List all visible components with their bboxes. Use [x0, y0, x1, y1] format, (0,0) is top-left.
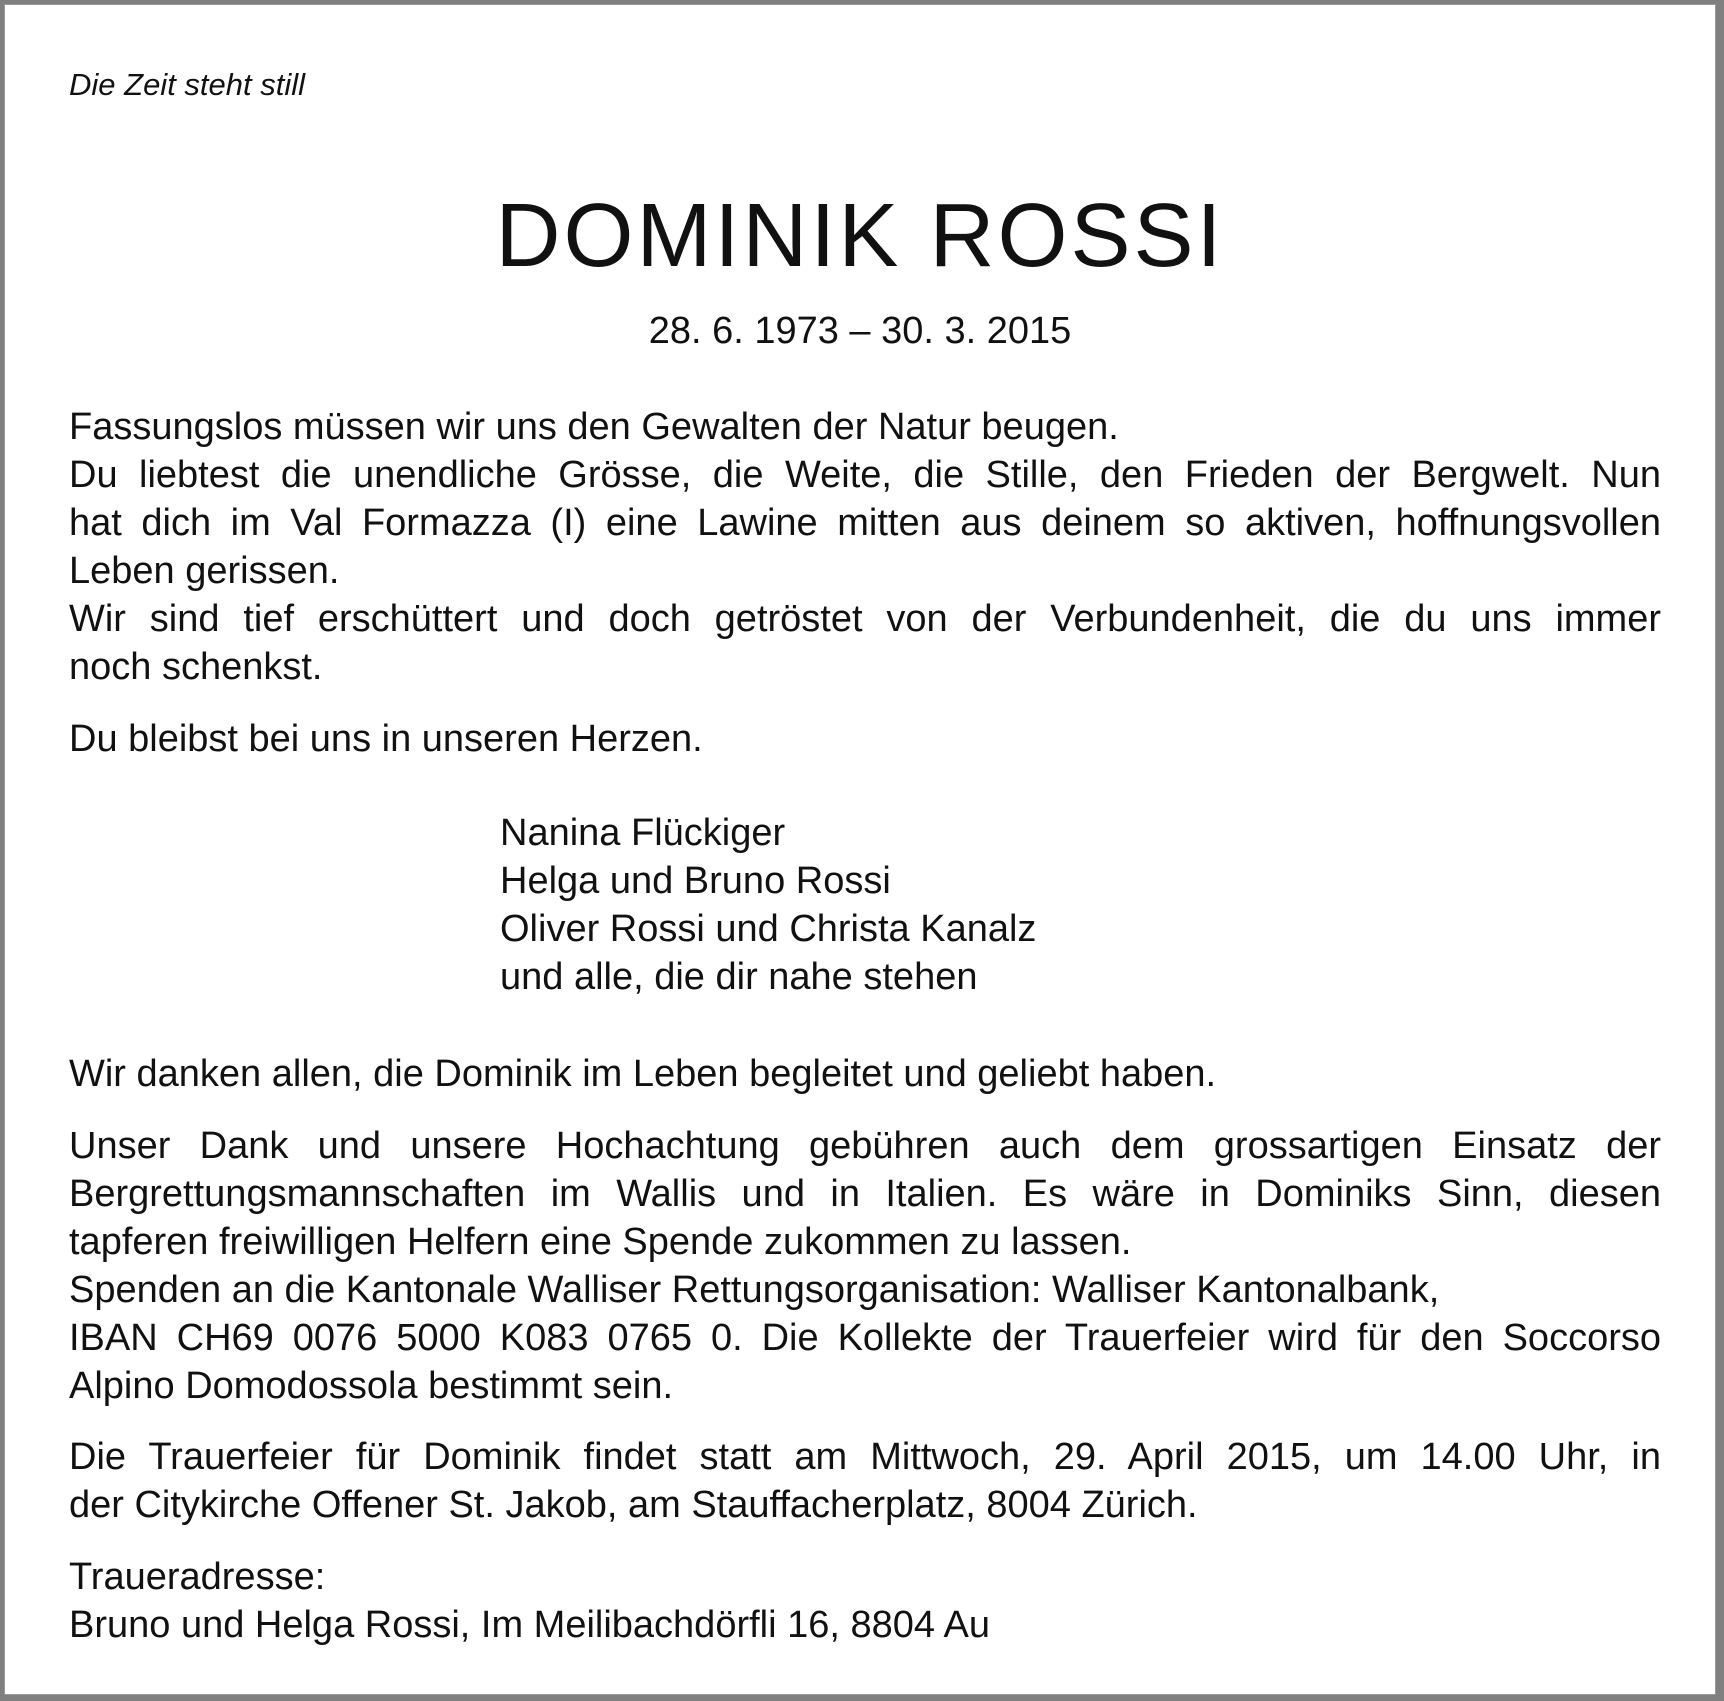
donation-line: IBAN CH69 0076 5000 K083 0765 0. Die Kollekte der Trauerfeier wird für den Soccorso	[69, 1317, 1661, 1359]
donation-paragraph	[69, 1122, 1661, 1410]
intro-paragraph	[69, 403, 1661, 691]
intro-line: Du liebtest die unendliche Grösse, die Weite, die Stille, den Frieden der Bergwelt. Nun	[69, 454, 1661, 496]
donation-line: Alpino Domodossola bestimmt sein.	[69, 1365, 674, 1407]
address: Bruno und Helga Rossi, Im Meilibachdörfli 16, 8804 Au	[69, 1604, 990, 1646]
donation-line: Spenden an die Kantonale Walliser Rettungsorganisation: Walliser Kantonalbank,	[69, 1269, 1440, 1311]
mourner: Nanina Flückiger	[500, 812, 786, 854]
service-line: der Citykirche Offener St. Jakob, am Stauffacherplatz, 8004 Zürich.	[69, 1484, 1198, 1526]
intro-line: Leben gerissen.	[69, 550, 340, 592]
intro-line: Wir sind tief erschüttert und doch getröstet von der Verbundenheit, die du uns immer	[69, 598, 1661, 640]
address-label: Traueradresse:	[69, 1556, 326, 1598]
donation-line: tapferen freiwilligen Helfern eine Spende zukommen zu lassen.	[69, 1221, 1132, 1263]
service-line: Die Trauerfeier für Dominik findet statt am Mittwoch, 29. April 2015, um 14.00 Uhr, in	[69, 1436, 1661, 1478]
mourners-list	[500, 809, 1036, 1001]
thanks-line: Wir danken allen, die Dominik im Leben begleitet und geliebt haben.	[69, 1053, 1217, 1095]
intro-line: Fassungslos müssen wir uns den Gewalten der Natur beugen.	[69, 406, 1119, 448]
motto: Die Zeit steht still	[69, 67, 306, 102]
life-dates: 28. 6. 1973 – 30. 3. 2015	[648, 310, 1072, 352]
mourner: Oliver Rossi und Christa Kanalz	[500, 908, 1037, 950]
service-paragraph	[69, 1433, 1661, 1529]
donation-line: Unser Dank und unsere Hochachtung gebühren auch dem grossartigen Einsatz der	[69, 1125, 1661, 1167]
deceased-name: DOMINIK ROSSI	[495, 186, 1225, 286]
mourner: und alle, die dir nahe stehen	[500, 956, 978, 998]
intro-line: hat dich im Val Formazza (I) eine Lawine mitten aus deinem so aktiven, hoffnungsvollen	[69, 502, 1661, 544]
address-block	[69, 1553, 1661, 1649]
closing-line: Du bleibst bei uns in unseren Herzen.	[69, 718, 703, 760]
mourner: Helga und Bruno Rossi	[500, 860, 891, 902]
donation-line: Bergrettungsmannschaften im Wallis und in Italien. Es wäre in Dominiks Sinn, diesen	[69, 1173, 1661, 1215]
intro-line: noch schenkst.	[69, 646, 323, 688]
obituary-notice	[4, 4, 1716, 1695]
